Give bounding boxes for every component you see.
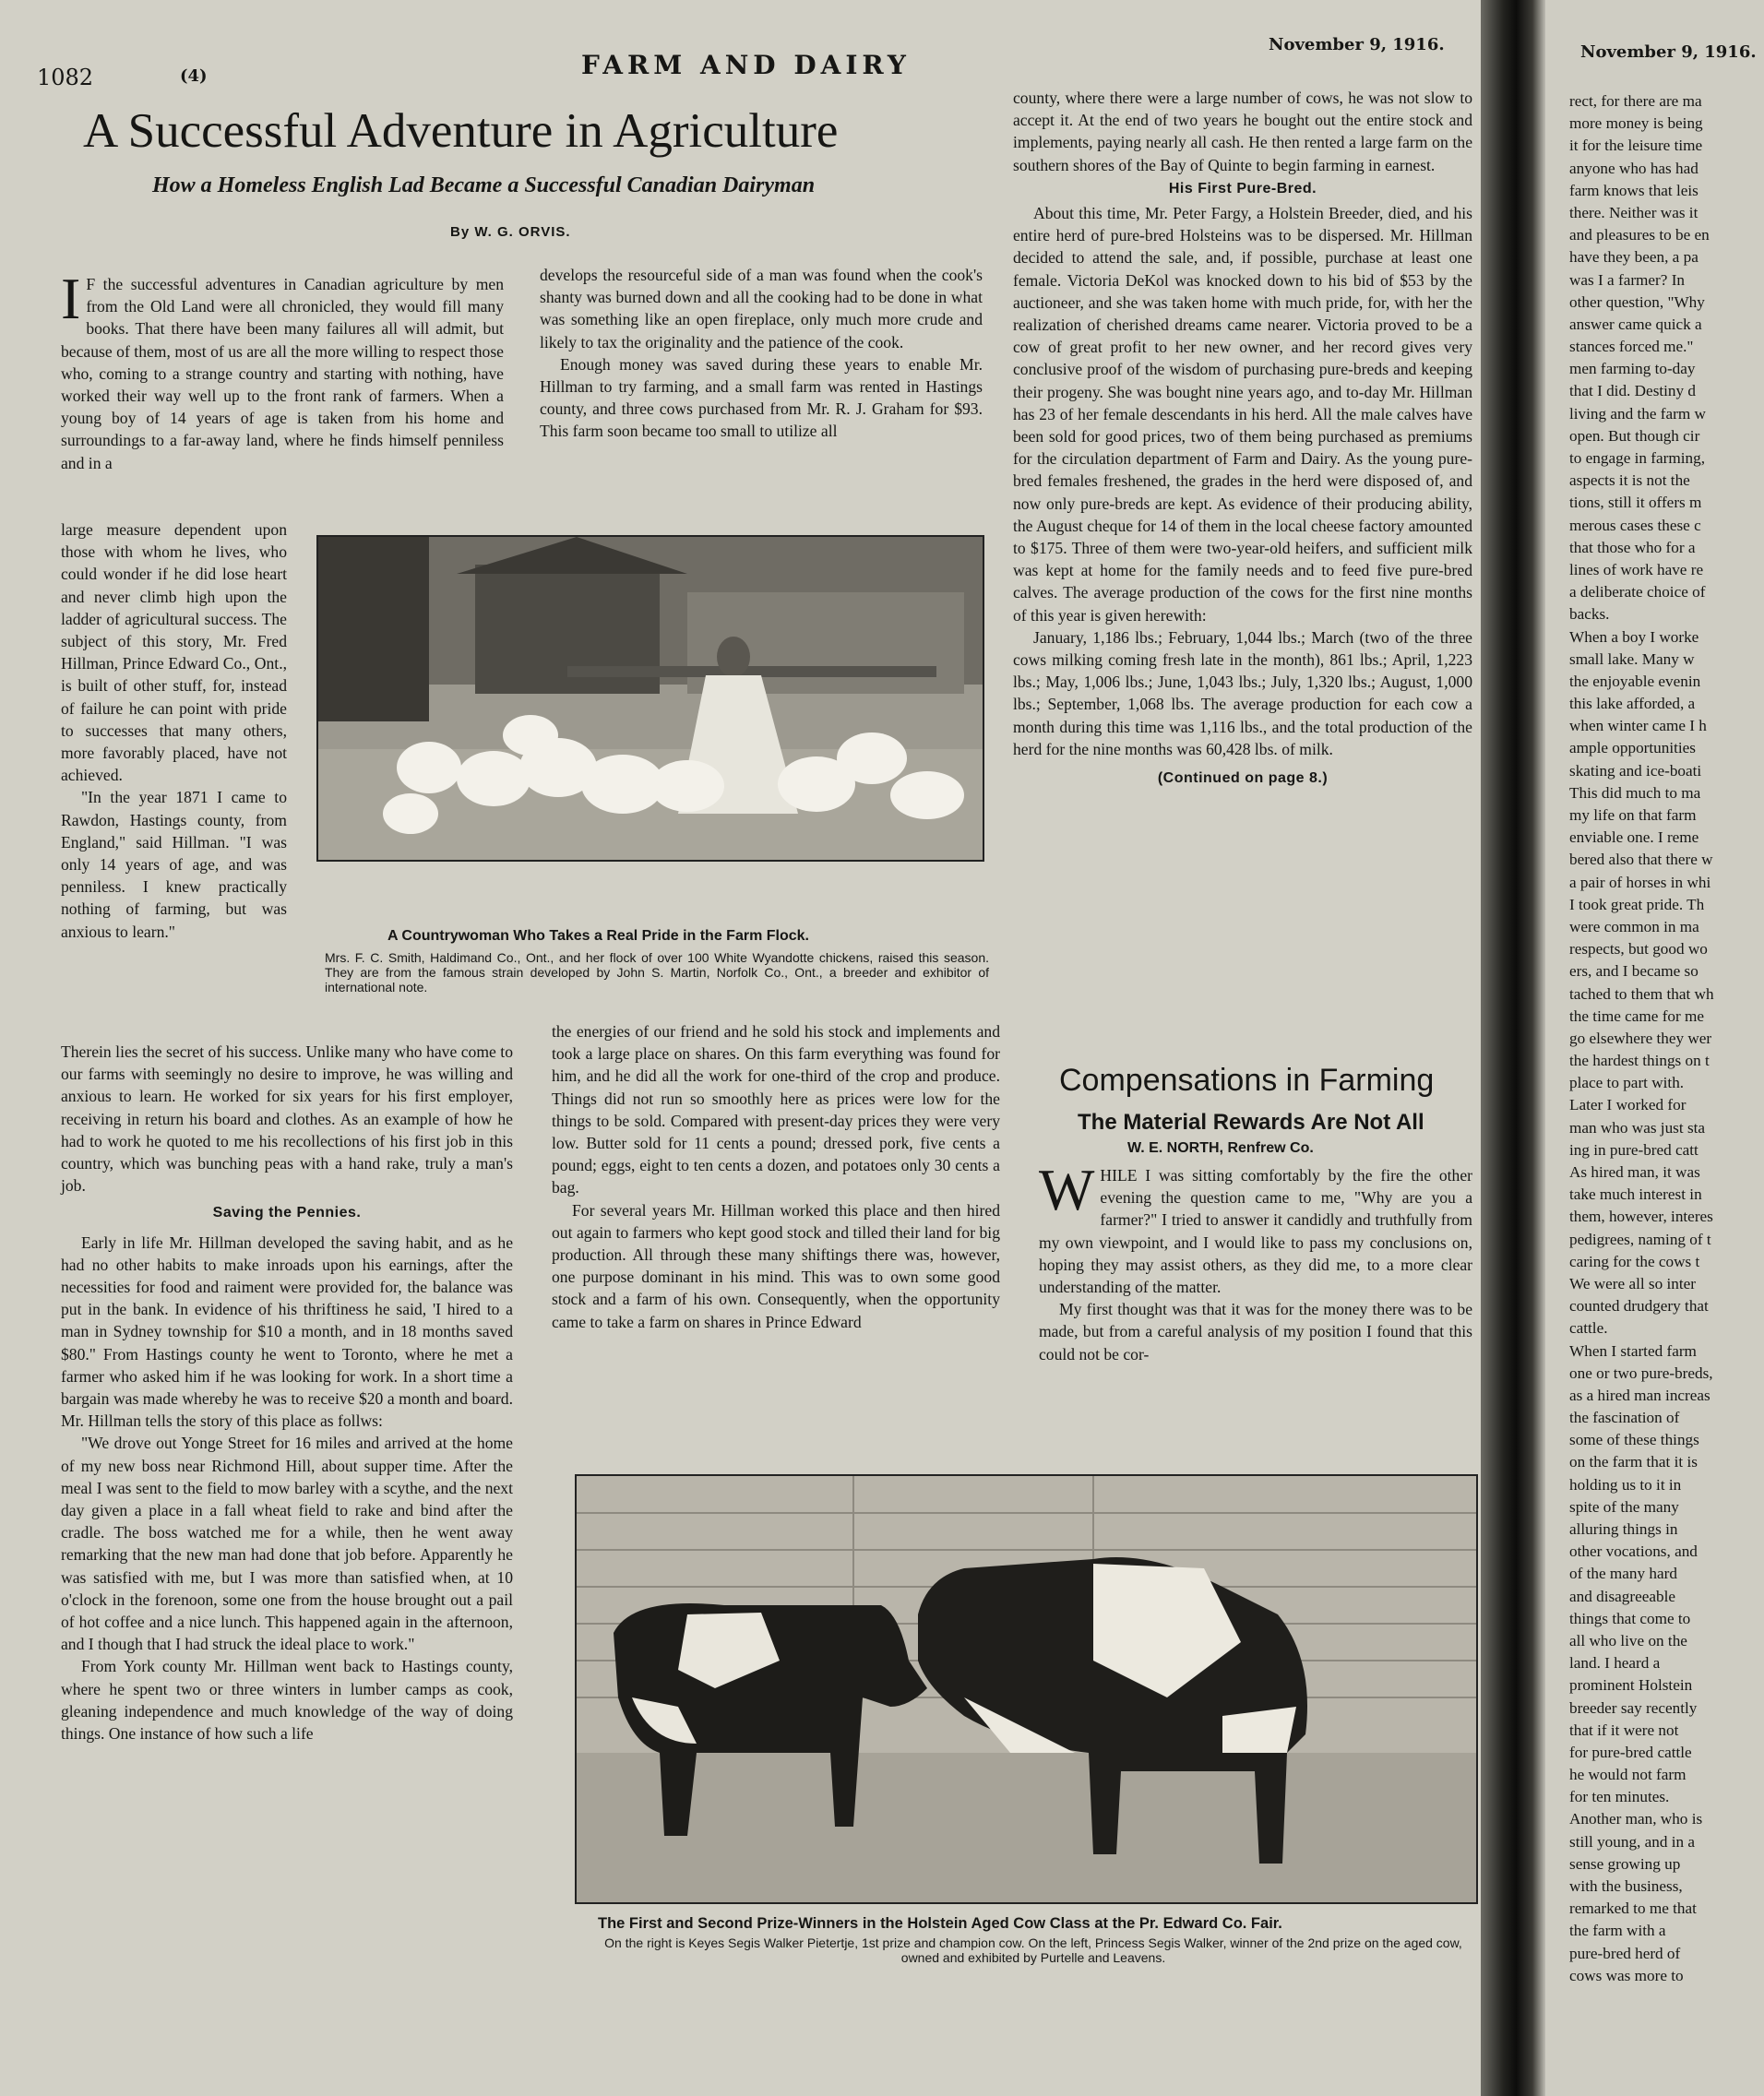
subheading-saving: Saving the Pennies. (212, 1205, 362, 1221)
article2-title: Compensations in Farming (1059, 1063, 1435, 1098)
text-line: were common in ma (1569, 917, 1699, 935)
text-line: prominent Holstein (1569, 1676, 1693, 1695)
page-number: 1082 (37, 65, 94, 90)
text-line: he would not farm (1569, 1766, 1687, 1784)
masthead: FARM AND DAIRY (581, 50, 911, 80)
text-line: enviable one. I reme (1569, 828, 1699, 847)
text-line: that I did. Destiny d (1569, 382, 1697, 400)
text-line: breeder say recently (1569, 1698, 1698, 1717)
text-line: respects, but good wo (1569, 940, 1708, 959)
paragraph: develops the resourceful side of a man was found when the cook's shanty was burned down and all the cooking had to be done in what was something like an open fireplace, only much more crude and likely to tax the originality and the patience of the cook. (540, 266, 983, 351)
text-line: land. I heard a (1569, 1654, 1661, 1673)
photo1-title: A Countrywoman Who Takes a Real Pride in the Farm Flock. (387, 928, 809, 944)
text-line: As hired man, it was (1569, 1163, 1700, 1181)
text-line: of the many hard (1569, 1565, 1677, 1583)
photo2-caption: On the right is Keyes Segis Walker Pietertje, 1st prize and champion cow. On the left, Princess Segis Walker, winner of the 2nd prize on the aged cow, owned and exhibited by Purtelle and Leavens. (604, 1935, 1462, 1965)
text-line: for ten minutes. (1569, 1788, 1670, 1806)
text-line: place to part with. (1569, 1074, 1685, 1092)
col1-intro (61, 266, 504, 474)
right-page-text (1569, 90, 1714, 1987)
text-line: This did much to ma (1569, 783, 1701, 802)
chicken-flock-image (318, 537, 983, 860)
text-line: the fascination of (1569, 1409, 1680, 1427)
text-line: counted drudgery that (1569, 1297, 1709, 1316)
text-line: the enjoyable evenin (1569, 672, 1701, 690)
text-line: and pleasures to be en (1569, 226, 1710, 244)
section-number: (4) (180, 66, 208, 86)
dropcap: W (1039, 1157, 1095, 1222)
text-line: holding us to it in (1569, 1475, 1682, 1494)
paragraph: For several years Mr. Hillman worked this place and then hired out again to farmers who kept good stock and tilled their land for big production. All through these many shiftings there was, however, one purpose dominant in his mind. This was to own some good stock and a farm of his own. Consequently, when the opportunity came to take a farm on shares in Prince Edward (552, 1200, 1000, 1331)
text-line: anyone who has had (1569, 159, 1698, 177)
text-line: them, however, interes (1569, 1208, 1713, 1226)
text-line: ers, and I became so (1569, 962, 1698, 981)
photo2-title: The First and Second Prize-Winners in the Holstein Aged Cow Class at the Pr. Edward Co. Fair. (598, 1915, 1282, 1932)
text-line: other vocations, and (1569, 1542, 1698, 1561)
text-line: pedigrees, naming of t (1569, 1230, 1711, 1248)
text-line: one or two pure-breds, (1569, 1364, 1713, 1382)
dropcap: I (61, 266, 81, 331)
text-line: pure-bred herd of (1569, 1944, 1681, 1962)
article2-byline: W. E. NORTH, Renfrew Co. (1127, 1140, 1314, 1156)
text-line: farm knows that leis (1569, 181, 1698, 199)
text-line: answer came quick a (1569, 315, 1702, 333)
paragraph: Therein lies the secret of his success. Unlike many who have come to our farms with seemingly no desire to improve, he was willing and anxious to learn. He worked for six years for his first employer, receiving in return his board and clothes. As an example of how he had to work he quoted to me his recollections of his first job in this country, which was bunching peas with a hand rake, truly a man's job. (61, 1042, 513, 1196)
text-line: living and the farm w (1569, 404, 1706, 423)
text-line: a deliberate choice of (1569, 583, 1706, 601)
text-line: alluring things in (1569, 1520, 1678, 1538)
text-line: to engage in farming, (1569, 449, 1706, 467)
text-line: for pure-bred cattle (1569, 1743, 1692, 1761)
text-line: open. But though cir (1569, 426, 1700, 445)
text-line: tached to them that wh (1569, 984, 1714, 1003)
text-line: merous cases these c (1569, 516, 1701, 534)
text-line: sense growing up (1569, 1854, 1681, 1873)
paragraph: Enough money was saved during these years to enable Mr. Hillman to try farming, and a small farm was rented in Hastings county, and three cows purchased from Mr. R. J. Graham for $93. This farm soon became too small to utilize all (540, 354, 983, 441)
article2-body (1039, 1157, 1472, 1365)
text-line: with the business, (1569, 1877, 1683, 1895)
paragraph: My first thought was that it was for the money there was to be made, but from a careful analysis of my position I found that this could not be cor- (1039, 1300, 1472, 1364)
text-line: a pair of horses in whi (1569, 873, 1711, 891)
col2-lower (552, 1020, 1000, 1333)
holstein-cows-photo (575, 1474, 1478, 1904)
text-line: caring for the cows t (1569, 1252, 1700, 1270)
text-line: cattle. (1569, 1319, 1608, 1338)
text-line: the farm with a (1569, 1922, 1666, 1940)
text-line: this lake afforded, a (1569, 695, 1696, 713)
text-line: Later I worked for (1569, 1096, 1687, 1114)
text-line: when winter came I h (1569, 717, 1707, 735)
right-page-date: November 9, 1916. (1580, 42, 1757, 62)
paragraph: county, where there were a large number of cows, he was not slow to accept it. At the end of two years he bought out the entire stock and implements, paying nearly all cash. He then rented a large farm on the southern shores of the Bay of Quinte to begin farming in earnest. (1013, 89, 1472, 174)
text-line: some of these things (1569, 1431, 1699, 1449)
photo1-caption: Mrs. F. C. Smith, Haldimand Co., Ont., and her flock of over 100 White Wyandotte chickens, raised this season. They are from the famous strain developed by John S. Martin, Norfolk Co., Ont., a breeder and exhibitor of international note. (325, 950, 989, 994)
text-line: When a boy I worke (1569, 627, 1699, 646)
article-subtitle: How a Homeless English Lad Became a Successful Canadian Dairyman (152, 173, 816, 197)
text-line: that those who for a (1569, 538, 1696, 556)
text-line: aspects it is not the (1569, 471, 1690, 490)
article-byline: By W. G. ORVIS. (450, 224, 571, 240)
text-line: all who live on the (1569, 1631, 1687, 1649)
text-line: Another man, who is (1569, 1810, 1703, 1828)
text-line: backs. (1569, 605, 1610, 624)
text-line: I took great pride. Th (1569, 895, 1705, 913)
paragraph: From York county Mr. Hillman went back to Hastings county, where he spent two or three winters in lumber camps as cook, gleaning independence and much knowledge of the way of doing things. One instance of how such a life (61, 1657, 513, 1744)
text-line: things that come to (1569, 1609, 1691, 1627)
text-line: ing in pure-bred catt (1569, 1140, 1698, 1159)
col1-narrow (61, 518, 287, 943)
text-line: more money is being (1569, 114, 1703, 133)
text-line: When I started farm (1569, 1341, 1697, 1360)
page-gutter (1481, 0, 1545, 2096)
chicken-flock-photo (316, 535, 984, 862)
text-line: take much interest in (1569, 1185, 1702, 1204)
paragraph: large measure dependent upon those with whom he lives, who could wonder if he did lose heart and never climb high upon the ladder of agricultural success. The subject of this story, Mr. Fred Hillman, Prince Edward Co., Ont., is built of other stuff, for, instead of failure he can point with pride to successes that many others, more favorably placed, have not achieved. (61, 520, 287, 785)
col3 (1013, 87, 1472, 790)
text-line: bered also that there w (1569, 851, 1713, 869)
text-line: that if it were not (1569, 1721, 1679, 1739)
article2-subtitle: The Material Rewards Are Not All (1078, 1110, 1424, 1135)
holstein-cows-image (577, 1476, 1476, 1902)
paragraph: HILE I was sitting comfortably by the fire the other evening the question came to me, "Why are you a farmer?" I tried to answer it candidly and truthfully from my own viewpoint, and I would like to pass my conclusions on, hoping they may assist others, as they did me, to a more clear understanding of the matter. (1039, 1166, 1472, 1297)
text-line: cows was more to (1569, 1966, 1684, 1984)
text-line: have they been, a pa (1569, 248, 1698, 267)
text-line: the time came for me (1569, 1006, 1705, 1025)
text-line: as a hired man increas (1569, 1386, 1710, 1404)
text-line: ample opportunities (1569, 739, 1696, 757)
text-line: go elsewhere they wer (1569, 1029, 1712, 1047)
text-line: the hardest things on t (1569, 1052, 1710, 1070)
text-line: tions, still it offers m (1569, 494, 1702, 512)
paragraph: January, 1,186 lbs.; February, 1,044 lbs.; March (two of the three cows milking coming fresh late in the month), 861 lbs.; April, 1,223 lbs.; May, 1,006 lbs.; June, 1,043 lbs.; July, 1,320 lbs.; August, 1,000 lbs.; September, 1,068 lbs. The average production for each cow a month during this time was 1,116 lbs., and the total production of the herd for the nine months was 60,428 lbs. of milk. (1013, 627, 1472, 758)
right-page (1545, 0, 1764, 2096)
text-line: other question, "Why (1569, 292, 1705, 311)
text-line: We were all so inter (1569, 1274, 1697, 1292)
text-line: man who was just sta (1569, 1118, 1706, 1137)
text-line: my life on that farm (1569, 806, 1697, 824)
paragraph: F the successful adventures in Canadian agriculture by men from the Old Land were all chronicled, they would fill many books. That there have been many failures all will admit, but because of them, most of us are all the more willing to respect those who, coming to a strange country and starting with nothing, have worked their way well up to the front rank of farmers. When a young boy of 14 years of age is taken from his home and surroundings to a far-away land, where he finds himself penniless and in a (61, 275, 504, 472)
text-line: there. Neither was it (1569, 203, 1698, 221)
subheading-purebred: His First Pure-Bred. (1168, 180, 1317, 196)
paragraph: About this time, Mr. Peter Fargy, a Holstein Breeder, died, and his entire herd of pure-bred Holsteins was to be dispersed. Mr. Hillman decided to attend the sale, and, if possible, purchase at least one female. Victoria DeKol was knocked down to his bid of $53 by the auctioneer, and she was taken home with much pride, for, with her the realization of cherished dreams came nearer. Victoria proved to be a cow of great profit to her new owner, and her record gives very conclusive proof of the wisdom of purchasing pure-breds and keeping their progeny. She was bought nine years ago, and to-day Mr. Hillman has 23 of her female descendants in his herd. All the male calves have been sold for good prices, two of them being purchased as premiums for the circulation department of Farm and Dairy. As the young pure-bred females freshened, the grades in the herd were disposed of, and now only pure-breds are kept. As evidence of their producing ability, the August cheque for 14 of them in the local cheese factory amounted to $175. Three of them were two-year-old heifers, and sufficient milk was kept at home for the family needs and to feed five pure-bred calves. The average production of the cows for the first nine months of this year is given herewith: (1013, 204, 1472, 625)
text-line: and disagreeable (1569, 1587, 1676, 1605)
text-line: lines of work have re (1569, 560, 1704, 578)
col1-lower (61, 1041, 513, 1745)
text-line: was I a farmer? In (1569, 270, 1686, 289)
text-line: spite of the many (1569, 1497, 1679, 1516)
paragraph: the energies of our friend and he sold his stock and implements and took a large place on shares. On this farm everything was found for him, and he did all the work for one-third of the crop and produce. Things did not run so smoothly here as prices were low for the things to be sold. Compared with present-day prices they were very low. Butter sold for 11 cents a pound; dressed pork, five cents a pound; eggs, eight to ten cents a dozen, and potatoes only 30 cents a bag. (552, 1022, 1000, 1197)
text-line: small lake. Many w (1569, 649, 1695, 668)
continued-note: (Continued on page 8.) (1157, 770, 1329, 787)
text-line: stances forced me." (1569, 338, 1694, 356)
text-line: skating and ice-boati (1569, 761, 1702, 780)
header-date: November 9, 1916. (1269, 35, 1445, 54)
text-line: rect, for there are ma (1569, 92, 1702, 110)
article-title: A Successful Adventure in Agriculture (83, 104, 839, 158)
text-line: remarked to me that (1569, 1900, 1697, 1918)
text-line: still young, and in a (1569, 1832, 1696, 1851)
text-line: on the farm that it is (1569, 1453, 1698, 1471)
paragraph: "We drove out Yonge Street for 16 miles and arrived at the home of my new boss near Richmond Hill, about supper time. After the meal I was sent to the field to mow barley with a scythe, and the next day given a place in a fall wheat field to rake and bind after the cradle. The boss watched me for a while, then he went away remarking that the new man had done that job before. Apparently he was satisfied with me, but I was more than satisfied when, at 10 o'clock in the forenoon, some one from the house brought out a pail of hot coffee and a nice lunch. This happened again in the afternoon, and I though that I had struck the ideal place to work." (61, 1434, 513, 1654)
col2-top (540, 264, 983, 443)
text-line: it for the leisure time (1569, 137, 1703, 155)
text-line: men farming to-day (1569, 360, 1696, 378)
paragraph: Early in life Mr. Hillman developed the saving habit, and as he had no other habits to make inroads upon his earnings, after the necessities for food and raiment were provided for, the balance was put in the bank. In evidence of his thriftiness he said, 'I hired to a man in Sydney township for $10 a month, and in 18 months saved $80." From Hastings county he went to Toronto, where he met a farmer who asked him if he was looking for work. In a short time a bargain was made whereby he was to receive $20 a month and board. Mr. Hillman tells the story of this place as follws: (61, 1233, 513, 1431)
paragraph: "In the year 1871 I came to Rawdon, Hastings county, from England," said Hillman. "I was only 14 years of age, and was penniless. I knew practically nothing of farming, but was anxious to learn." (61, 788, 287, 941)
